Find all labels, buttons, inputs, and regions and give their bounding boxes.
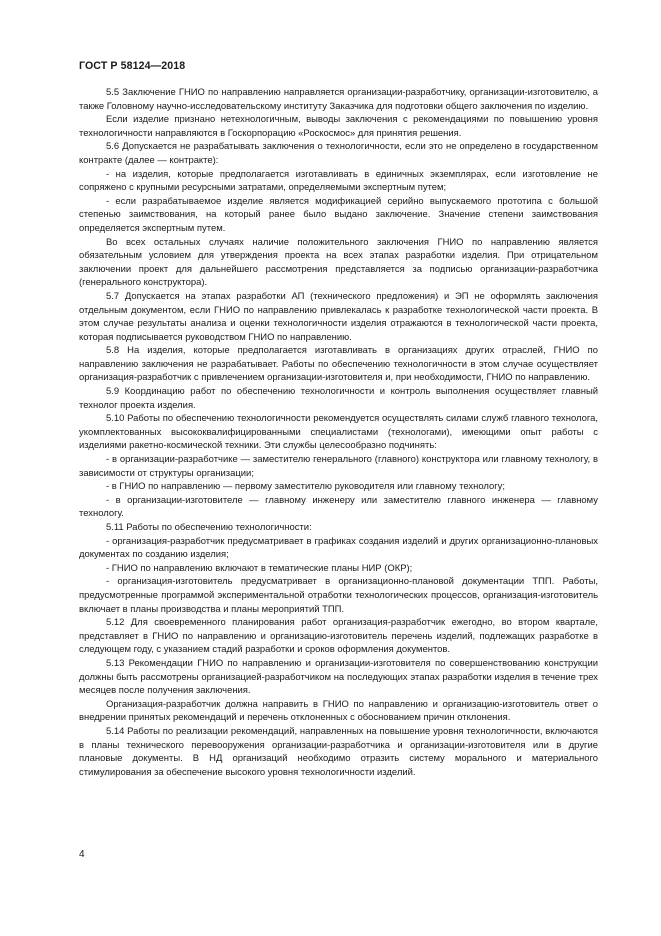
list-item: - организация-разработчик предусматривает в графиках создания изделий и других организационно-плановых документах по созданию изделия;: [79, 535, 598, 561]
paragraph-5-6: 5.6 Допускается не разрабатывать заключения о технологичности, если это не определено в государственном контракте (далее — контракте):: [79, 141, 598, 166]
list-item: - организация-изготовитель предусматривает в организационно-плановой документации ТПП. Работы, предусмотренные программой экспериментальной отработки технологических процессов, организация-изготовитель включает в планы производства и планы мероприятий ТПП.: [79, 576, 598, 615]
page-number: 4: [79, 849, 85, 860]
paragraph-5-14: 5.14 Работы по реализации рекомендаций, направленных на повышение уровня технологичности, включаются в планы технического перевооружения организации-разработчика и организации-изготовителя или в другие плановые документы. В НД организаций необходимо отразить систему морального и материального стимулирования за обеспечение высокого уровня технологичности изделий.: [79, 725, 598, 778]
paragraph-5-13: 5.13 Рекомендации ГНИО по направлению и организации-изготовителя по совершенствованию конструкции должны быть рассмотрены организацией-разработчиком на последующих этапах разработки изделия в течение трех месяцев после получения заключения.: [79, 657, 598, 697]
list-item: - в организации-разработчике — заместителю генерального (главного) конструктора или главному технологу, в зависимости от структуры организации;: [79, 454, 598, 479]
paragraph-5-12: 5.12 Для своевременного планирования работ организация-разработчик ежегодно, во втором квартале, представляет в ГНИО по направлению и организацию-изготовитель перечень изделий, подлежащих разработке в следующем году, с указанием стадий разработки и сроков оформления документов.: [79, 617, 598, 656]
paragraph-5-9: 5.9 Координацию работ по обеспечению технологичности и контроль выполнения осуществляет главный технолог проекта изделия.: [79, 386, 598, 411]
list-item: - на изделия, которые предполагается изготавливать в единичных экземплярах, если изготовление не сопряжено с крупными ресурсными затратами, определяемыми экспертным путем;: [79, 168, 598, 194]
paragraph-5-8: 5.8 На изделия, которые предполагается изготавливать в организациях других отраслей, ГНИО по направлению заключения не разрабатывает. Работы по обеспечению технологичности в этом случае осуществляет организация-разработчик с привлечением организации-изготовителя и, при необходимости, ГНИО по направлению.: [79, 345, 598, 384]
paragraph-5-11: 5.11 Работы по обеспечению технологичности:: [106, 522, 312, 533]
paragraph: Если изделие признано нетехнологичным, выводы заключения с рекомендациями по повышению уровня технологичности направляются в Госкорпорацию «Роскосмос» для принятия решения.: [79, 114, 598, 139]
list-item: - в организации-изготовителе — главному инженеру или заместителю главного инженера — главному технологу.: [79, 494, 598, 520]
paragraph: Организация-разработчик должна направить в ГНИО по направлению и организацию-изготовитель ответ о внедрении принятых рекомендаций и перечень отклоненных с обоснованием причин отклонения.: [79, 698, 598, 724]
paragraph-5-5: 5.5 Заключение ГНИО по направлению направляется организации-разработчику, организации-изготовителю, а также Головному научно-исследовательскому институту Заказчика для подготовки общего заключения по изделию.: [79, 87, 598, 112]
document-header: ГОСТ Р 58124—2018: [79, 60, 186, 72]
list-item: - ГНИО по направлению включают в тематические планы НИР (ОКР);: [106, 562, 413, 574]
list-item: - в ГНИО по направлению — первому заместителю руководителя или главному технологу;: [106, 481, 506, 493]
document-body: [79, 86, 598, 779]
paragraph-5-7: 5.7 Допускается на этапах разработки АП (технического предложения) и ЭП не оформлять заключения отдельным документом, если ГНИО по направлению привлекалась к разработке технологической части проекта. В этом случае результаты анализа и оценки технологичности изделия отражаются в технологической части проекта, которая подписывается руководством ГНИО по направлению.: [79, 290, 598, 343]
paragraph: Во всех остальных случаях наличие положительного заключения ГНИО по направлению является обязательным условием для утверждения проекта на всех этапах разработки изделия. При отрицательном заключении проект для дальнейшего рассмотрения представляется за подписью организации-разработчика (генерального конструктора).: [79, 236, 598, 289]
paragraph-5-10: 5.10 Работы по обеспечению технологичности рекомендуется осуществлять силами служб главного технолога, укомплектованных высококвалифицированными специалистами (технологами), имеющими опыт работы с изделиями ракетно-космической техники. Эти службы целесообразно подчинять:: [79, 413, 598, 452]
list-item: - если разрабатываемое изделие является модификацией серийно выпускаемого прототипа с большой степенью заимствования, на который ранее было выдано заключение. Значение степени заимствования определяется экспертным путем.: [79, 195, 598, 234]
